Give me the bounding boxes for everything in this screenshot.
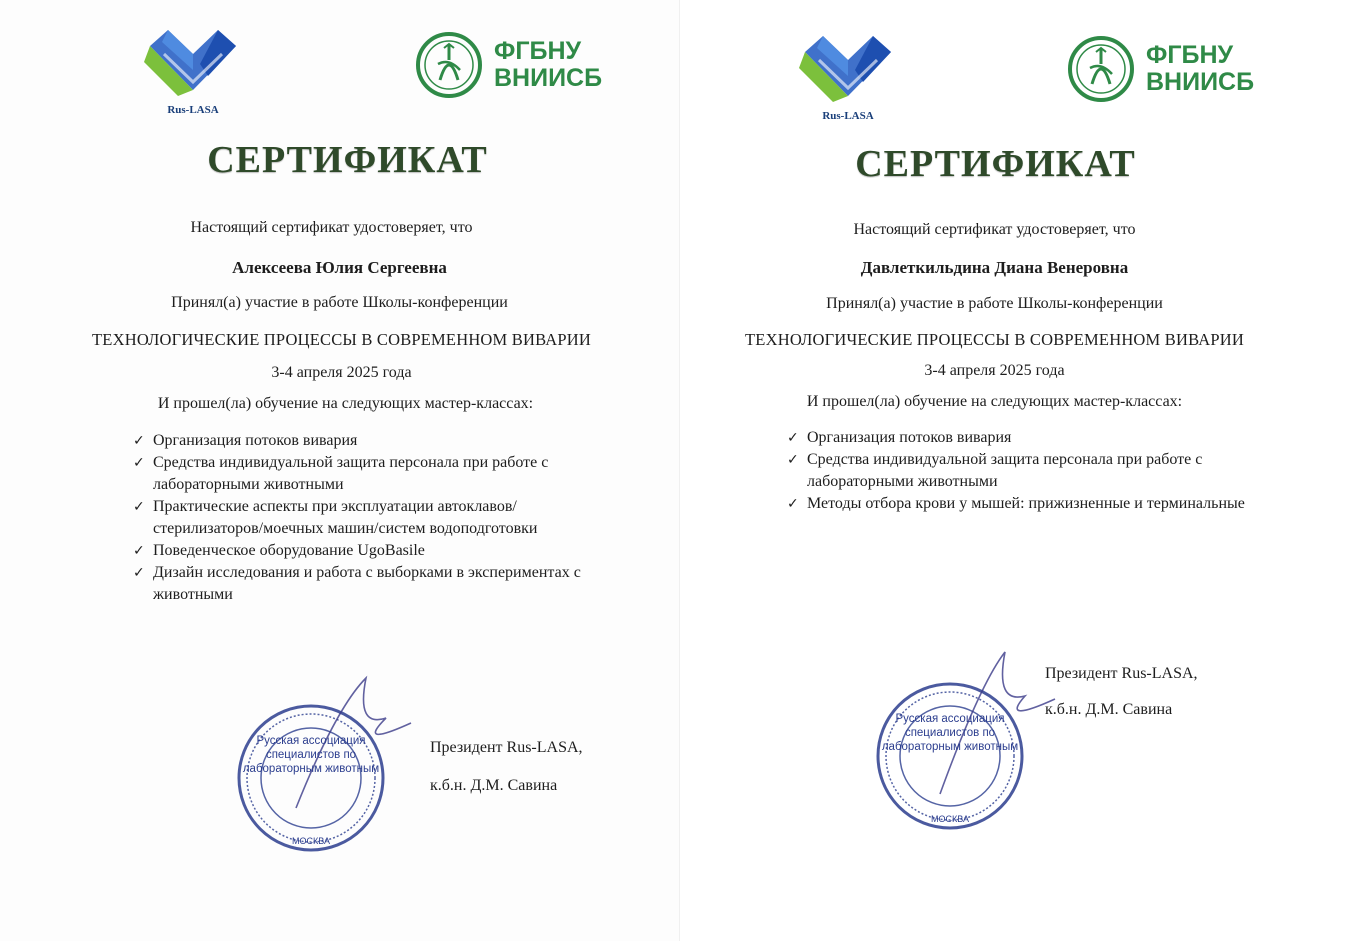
signer-title: Президент Rus-LASA, [430,739,583,756]
vniisb-line2: ВНИИСБ [1146,68,1255,96]
check-icon: ✓ [787,452,799,468]
training-intro: И прошел(ла) обучение на следующих мастер-классах: [157,395,534,412]
course-label: Практические аспекты при эксплуатации автоклавов/стерилизаторов/моечных машин/систем водоподготовки [153,498,538,537]
training-intro: И прошел(ла) обучение на следующих мастер-классах: [806,393,1183,410]
heart-logo-icon [793,24,903,114]
event-dates: 3-4 апреля 2025 года [924,362,1065,379]
vniisb-line1: ФГБНУ [494,37,582,65]
signer-title: Президент Rus-LASA, [1045,665,1198,682]
course-label: Организация потоков вивария [153,432,358,449]
official-stamp [236,668,416,858]
check-icon: ✓ [787,496,799,512]
stamp-ring-text: МОСКВА [931,814,969,824]
check-icon: ✓ [787,430,799,446]
course-label: Поведенческое оборудование UgoBasile [153,542,425,559]
list-item [133,452,618,496]
recipient-name: Алексеева Юлия Сергеевна [232,258,447,277]
vniisb-line1: ФГБНУ [1146,41,1234,69]
course-list [787,427,1257,515]
check-icon: ✓ [133,565,145,581]
vniisb-wordmark [494,38,602,92]
course-label: Средства индивидуальной защита персонала при работе с лабораторными животными [153,454,549,493]
rus-lasa-caption: Rus-LASA [167,104,219,116]
list-item [133,430,618,452]
course-label: Дизайн исследования и работа с выборками в экспериментах с животными [153,564,581,603]
check-icon: ✓ [133,499,145,515]
list-item [133,496,618,540]
program-title: ТЕХНОЛОГИЧЕСКИЕ ПРОЦЕССЫ В СОВРЕМЕННОМ ВИВАРИИ [745,330,1244,349]
course-list [133,430,618,606]
rus-lasa-caption: Rus-LASA [822,110,874,122]
vniisb-emblem-icon [1066,34,1136,104]
heart-logo-icon [138,18,248,108]
certificate-right [680,0,1359,941]
list-item [787,493,1257,515]
stamp-center-text: Русская ассоциация специалистов по лабораторным животным [881,713,1019,753]
signer-name: к.б.н. Д.М. Савина [1045,701,1173,718]
participation-text: Принял(а) участие в работе Школы-конференции [171,294,508,311]
stamp-center-text: Русская ассоциация специалистов по лабораторным животным [242,735,380,775]
list-item [133,540,618,562]
stamp-ring-text: МОСКВА [292,836,330,846]
course-label: Методы отбора крови у мышей: прижизненные и терминальные [807,495,1245,512]
event-dates: 3-4 апреля 2025 года [271,364,412,381]
check-icon: ✓ [133,455,145,471]
vniisb-logo [414,30,614,105]
rus-lasa-logo [793,24,903,124]
program-title: ТЕХНОЛОГИЧЕСКИЕ ПРОЦЕССЫ В СОВРЕМЕННОМ ВИВАРИИ [92,330,591,349]
list-item [133,562,618,606]
participation-text: Принял(а) участие в работе Школы-конференции [826,295,1163,312]
signer-name: к.б.н. Д.М. Савина [430,777,558,794]
intro-text: Настоящий сертификат удостоверяет, что [853,221,1136,238]
list-item [787,449,1257,493]
rus-lasa-logo [138,18,248,118]
intro-text: Настоящий сертификат удостоверяет, что [190,219,473,236]
certificate-title: СЕРТИФИКАТ [207,139,488,181]
certificate-title: СЕРТИФИКАТ [855,143,1136,185]
recipient-name: Давлеткильдина Диана Венеровна [860,258,1129,277]
course-label: Средства индивидуальной защита персонала при работе с лабораторными животными [807,451,1203,490]
vniisb-logo [1066,34,1266,109]
vniisb-emblem-icon [414,30,484,100]
vniisb-line2: ВНИИСБ [494,64,603,92]
check-icon: ✓ [133,543,145,559]
official-stamp [870,644,1060,844]
check-icon: ✓ [133,433,145,449]
course-label: Организация потоков вивария [807,429,1012,446]
list-item [787,427,1257,449]
vniisb-wordmark [1146,42,1254,96]
